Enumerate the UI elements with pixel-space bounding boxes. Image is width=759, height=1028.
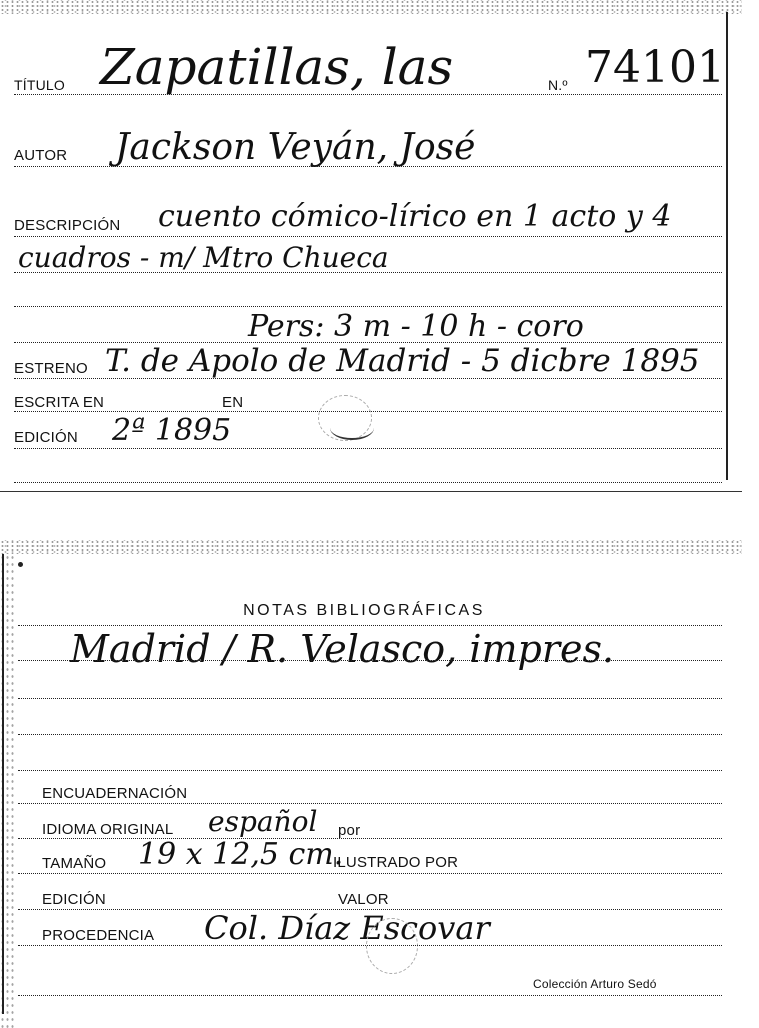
encuadernacion-label: ENCUADERNACIÓN [42, 785, 188, 802]
coleccion-line [18, 995, 722, 996]
estreno-value: T. de Apolo de Madrid - 5 dicbre 1895 [105, 343, 700, 379]
catalog-card-top [0, 0, 742, 492]
escrita-label: ESCRITA EN [14, 394, 105, 411]
numero-value: 74101 [585, 42, 725, 93]
card-top-edge [0, 540, 742, 554]
descripcion-line1: cuento cómico-lírico en 1 acto y 4 [158, 199, 672, 234]
autor-line [14, 166, 722, 167]
tamano-value: 19 x 12,5 cm. [138, 837, 344, 872]
autor-value: Jackson Veyán, José [115, 127, 476, 168]
card-right-edge [726, 12, 728, 480]
blank-line [14, 482, 722, 483]
encuadernacion-line [18, 803, 722, 804]
ilustrado-label: ILUSTRADO POR [333, 854, 459, 871]
ink-smudge [330, 416, 374, 440]
estreno-label: ESTRENO [14, 360, 88, 377]
personajes-value: Pers: 3 m - 10 h - coro [248, 309, 584, 344]
edicion-line [14, 448, 722, 449]
coleccion-label: Colección Arturo Sedó [533, 977, 657, 991]
descripcion-line-2 [14, 272, 722, 273]
card-top-edge [0, 0, 742, 14]
edicion-label: EDICIÓN [14, 429, 78, 446]
autor-label: AUTOR [14, 147, 68, 164]
descripcion-line-3 [14, 306, 722, 307]
procedencia-line [18, 945, 722, 946]
descripcion-line2: cuadros - m/ Mtro Chueca [18, 241, 389, 274]
descripcion-label: DESCRIPCIÓN [14, 217, 121, 234]
en-label: EN [222, 394, 244, 411]
notas-line-2 [18, 660, 722, 661]
edicion2-label: EDICIÓN [42, 891, 106, 908]
valor-label: VALOR [338, 891, 389, 908]
titulo-label: TÍTULO [14, 77, 65, 93]
por-label: por [338, 822, 361, 839]
descripcion-line-1 [14, 236, 722, 237]
catalog-card-bottom [0, 540, 742, 1028]
edicion-value: 2ª 1895 [112, 413, 232, 448]
procedencia-value: Col. Díaz Escovar [204, 909, 490, 947]
numero-label: N.º [548, 77, 568, 93]
notas-value: Madrid / R. Velasco, impres. [70, 627, 615, 671]
hole-dot [18, 562, 23, 567]
idioma-line [18, 838, 722, 839]
notas-line-5 [18, 770, 722, 771]
procedencia-label: PROCEDENCIA [42, 927, 155, 944]
notas-line-4 [18, 734, 722, 735]
titulo-line [14, 94, 722, 95]
idioma-label: IDIOMA ORIGINAL [42, 821, 174, 838]
notas-heading: NOTAS BIBLIOGRÁFICAS [243, 602, 485, 619]
tamano-label: TAMAÑO [42, 855, 107, 872]
notas-line-1 [18, 625, 722, 626]
card-left-border [2, 554, 4, 1014]
stamp-mark-2 [366, 918, 418, 974]
card1-bottom-edge [0, 491, 742, 492]
notas-line-3 [18, 698, 722, 699]
tamano-line [18, 873, 722, 874]
titulo-value: Zapatillas, las [100, 38, 454, 96]
idioma-value: español [208, 805, 318, 838]
estreno-line [14, 378, 722, 379]
